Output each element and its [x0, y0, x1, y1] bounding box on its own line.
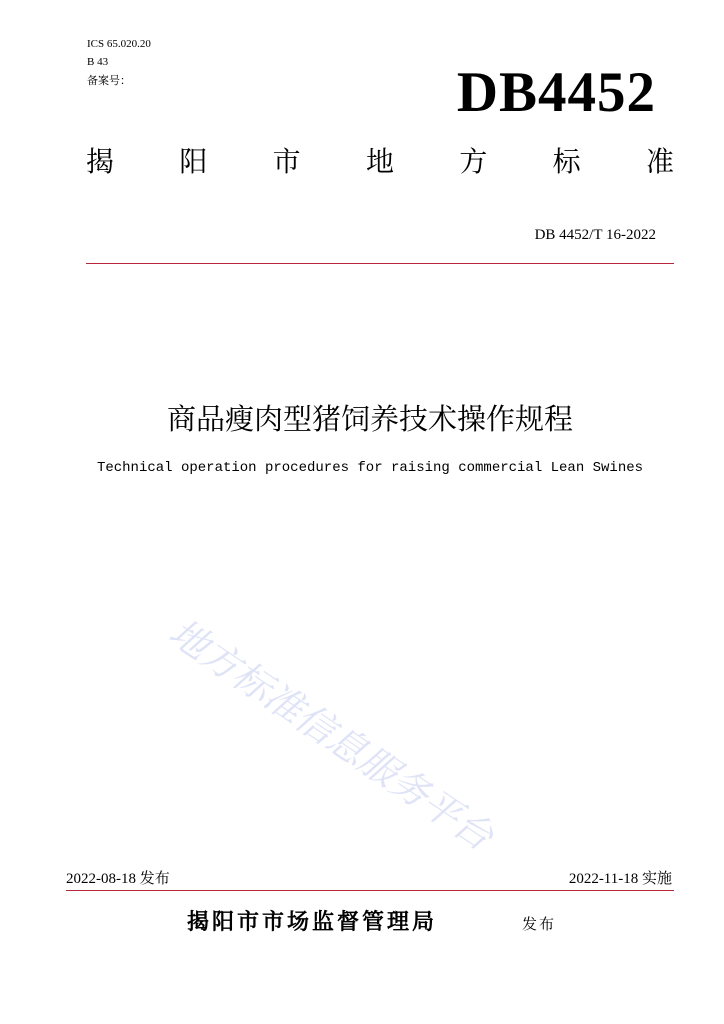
publisher-name: 揭阳市市场监督管理局 — [187, 910, 438, 935]
standard-type-char: 标 — [552, 145, 581, 178]
standard-type-char: 揭 — [86, 145, 115, 178]
top-divider — [86, 263, 674, 264]
ics-number: ICS 65.020.20 — [87, 38, 151, 50]
standard-type-char: 方 — [459, 145, 488, 178]
standard-number: DB 4452/T 16-2022 — [534, 227, 656, 243]
record-number-label: 备案号： — [87, 75, 131, 87]
issue-date: 2022-08-18 发布 — [66, 871, 170, 887]
standard-type-char: 准 — [645, 145, 674, 178]
classification-number: B 43 — [87, 56, 109, 68]
standard-type-char: 市 — [272, 145, 301, 178]
publisher-suffix: 发布 — [522, 915, 557, 933]
standard-type-char: 地 — [365, 145, 394, 178]
document-title-chinese: 商品瘦肉型猪饲养技术操作规程 — [166, 402, 573, 436]
standard-type — [86, 142, 674, 182]
document-title-english: Technical operation procedures for raising commercial Lean Swines — [96, 460, 644, 476]
implementation-date: 2022-11-18 实施 — [568, 871, 672, 887]
standard-type-char: 阳 — [179, 145, 208, 178]
standard-code: DB4452 — [456, 61, 656, 124]
watermark: 地方标准信息服务平台 — [161, 610, 502, 859]
bottom-divider — [66, 890, 674, 891]
